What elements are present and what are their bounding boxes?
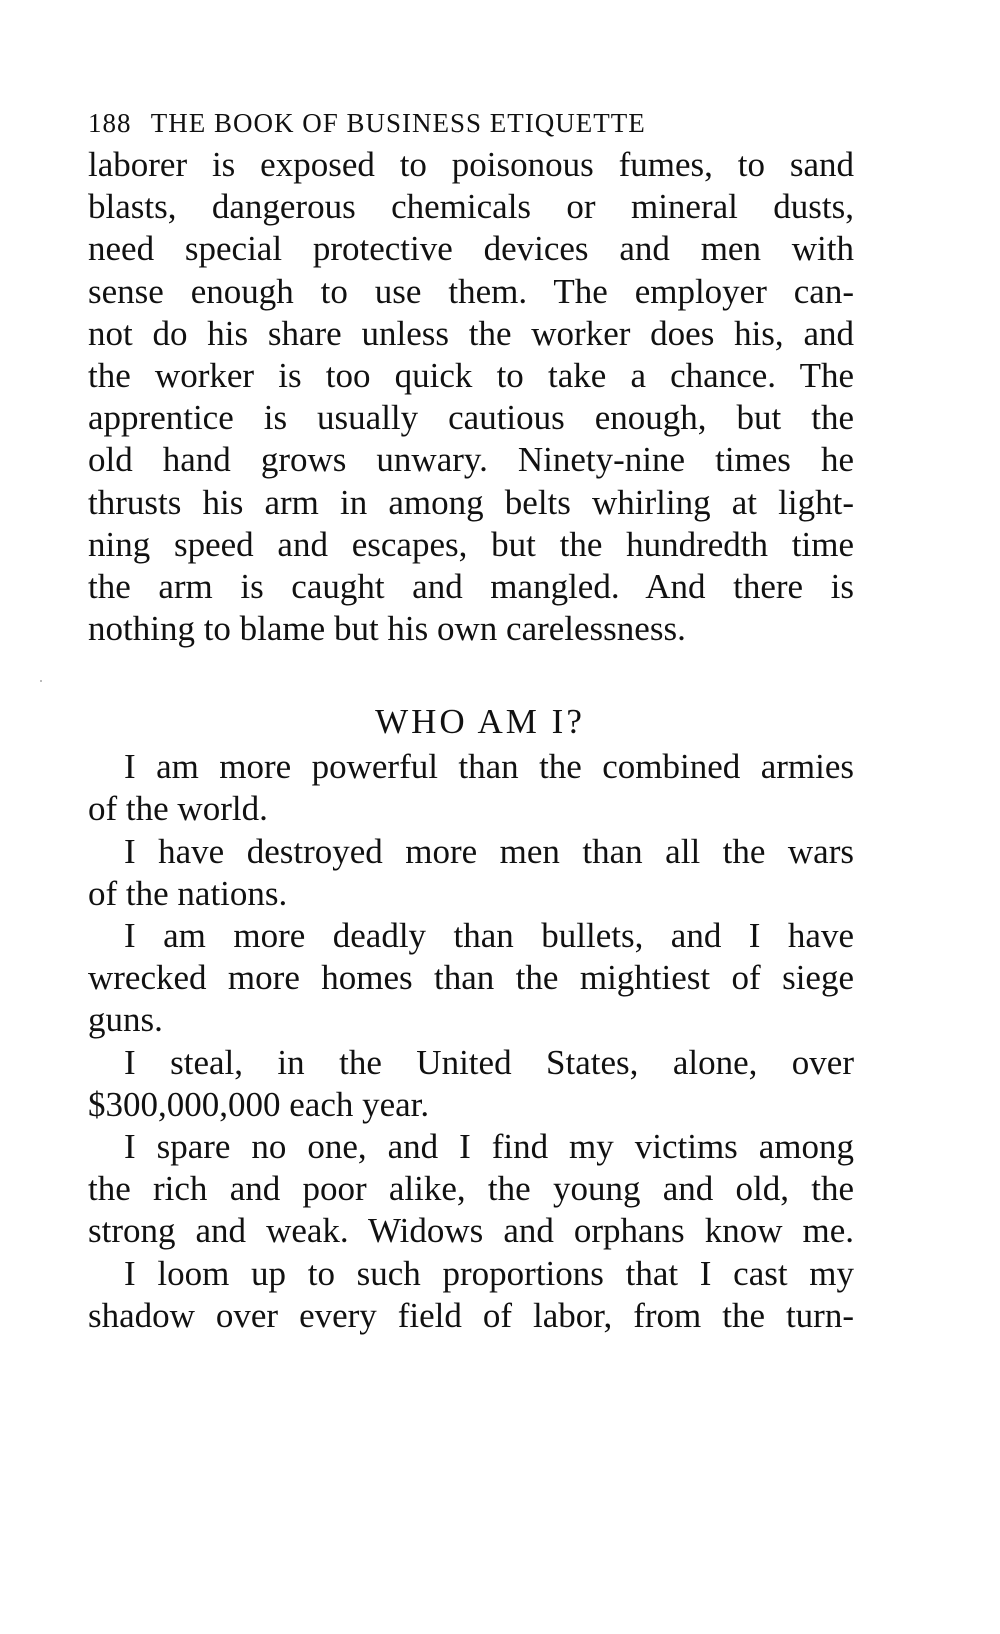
- book-page: [88, 102, 854, 1337]
- text-line: of the world.: [88, 789, 268, 829]
- text-line: I am more deadly than bullets, and I have: [124, 916, 854, 955]
- text-line: laborer is exposed to poisonous fumes, to sand: [88, 145, 854, 184]
- text-line: I steal, in the United States, alone, over: [124, 1042, 854, 1082]
- text-line: wrecked more homes than the mightiest of siege: [88, 958, 854, 998]
- text-line: of the nations.: [88, 873, 288, 913]
- scan-speck: [40, 680, 42, 682]
- text-line: need special protective devices and men with: [88, 229, 854, 269]
- paragraph-loom: [88, 1253, 854, 1337]
- text-line: the worker is too quick to take a chance. The: [88, 355, 854, 395]
- paragraph-spare: [88, 1126, 854, 1253]
- text-line: sense enough to use them. The employer can-: [88, 271, 854, 311]
- paragraph-steal: [88, 1042, 854, 1126]
- running-head: [88, 102, 854, 144]
- paragraph-powerful: [88, 746, 854, 830]
- text-line: old hand grows unwary. Ninety-nine times he: [88, 440, 854, 480]
- text-line: I loom up to such proportions that I cast my: [124, 1253, 854, 1293]
- text-line: guns.: [88, 1000, 163, 1040]
- text-line: strong and weak. Widows and orphans know me.: [88, 1211, 854, 1251]
- text-line: blasts, dangerous chemicals or mineral dusts,: [88, 187, 854, 227]
- page-number: 188: [88, 108, 132, 138]
- text-line: ning speed and escapes, but the hundredth time: [88, 524, 854, 564]
- text-line: nothing to blame but his own carelessness.: [88, 609, 686, 649]
- text-line: I spare no one, and I find my victims among: [124, 1126, 854, 1166]
- text-line: apprentice is usually cautious enough, but the: [88, 398, 854, 438]
- text-line: I have destroyed more men than all the wars: [124, 831, 854, 871]
- paragraph-deadly: [88, 915, 854, 1042]
- text-line: not do his share unless the worker does his, and: [88, 313, 854, 353]
- running-head-title: THE BOOK OF BUSINESS ETIQUETTE: [150, 108, 646, 138]
- text-line: the rich and poor alike, the young and old, the: [88, 1169, 854, 1209]
- section-heading: WHO AM I?: [375, 702, 585, 742]
- text-line: I am more powerful than the combined armies: [124, 747, 854, 787]
- text-line: the arm is caught and mangled. And there is: [88, 566, 854, 606]
- paragraph-destroyed: [88, 831, 854, 915]
- text-line: thrusts his arm in among belts whirling at light-: [88, 482, 854, 522]
- paragraph-carelessness: [88, 144, 854, 650]
- text-line: $300,000,000 each year.: [88, 1084, 430, 1124]
- text-line: shadow over every field of labor, from the turn-: [88, 1295, 854, 1335]
- section-spacer: [88, 650, 854, 698]
